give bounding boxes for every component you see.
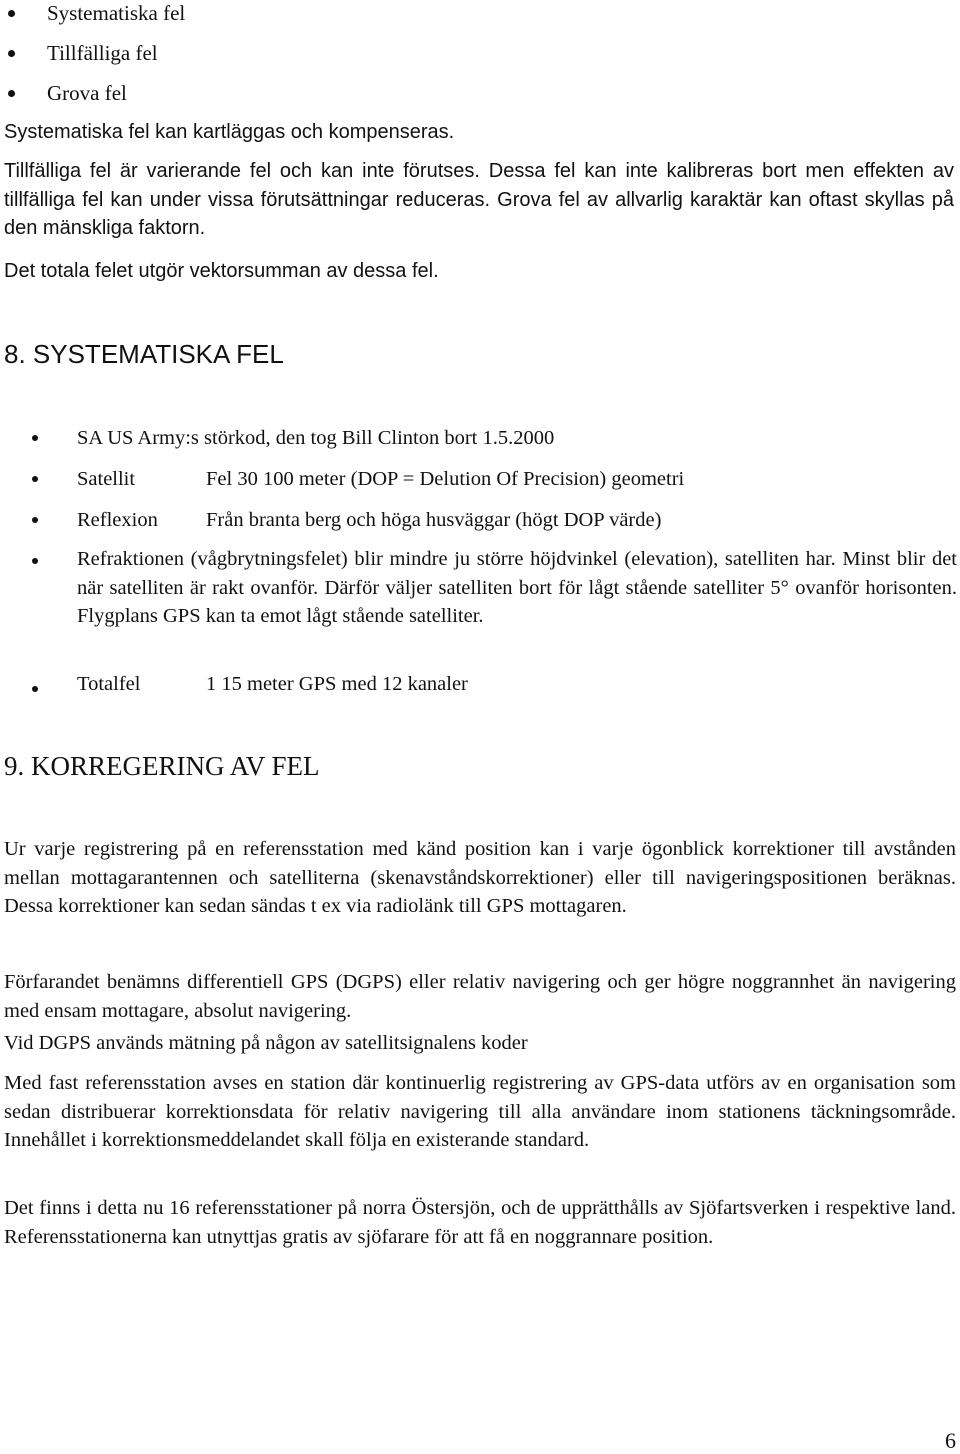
list-item-desc: 1 15 meter GPS med 12 kanaler <box>206 673 468 695</box>
bullet-icon <box>32 686 38 692</box>
bullet-icon <box>8 90 15 97</box>
intro-paragraph: Tillfälliga fel är varierande fel och kan inte förutses. Dessa fel kan inte kalibreras bort men effekten av tillfälliga fel kan under vissa förutsättningar reduceras. Grova fel av allvarlig karaktär kan oftast skyllas på den mänskliga faktorn. <box>4 160 954 239</box>
list-item-desc: Från branta berg och höga husväggar (högt DOP värde) <box>206 509 662 531</box>
section-heading: 9. KORREGERING AV FEL <box>4 751 320 781</box>
list-item: Refraktionen (vågbrytningsfelet) blir mindre ju större höjdvinkel (elevation), satelliten har. Minst blir det när satelliten är rakt ovanför. Därför väljer satelliten bort för lågt stående satelliter 5° ovanför horisonten. Flygplans GPS kan ta emot lågt stående satelliter. <box>77 548 957 627</box>
section-heading: 8. SYSTEMATISKA FEL <box>4 339 284 369</box>
list-item-desc: Fel 30 100 meter (DOP = Delution Of Precision) geometri <box>206 468 685 490</box>
body-paragraph: Ur varje registrering på en referensstation med känd position kan i varje ögonblick korrektioner till avstånden mellan mottagarantennen och satelliterna (skenavståndskorrektioner) eller till navigeringspositionen beräknas. Dessa korrektioner kan sedan sändas t ex via radiolänk till GPS mottagaren. <box>4 838 956 917</box>
body-paragraph: Förfarandet benämns differentiell GPS (DGPS) eller relativ navigering och ger högre noggrannhet än navigering med ensam mottagare, absolut navigering. <box>4 971 956 1022</box>
bullet-icon <box>32 476 38 482</box>
list-item-term: Totalfel <box>77 673 141 695</box>
list-item-term: Satellit <box>77 468 136 490</box>
intro-paragraph: Det totala felet utgör vektorsumman av dessa fel. <box>4 260 439 282</box>
bullet-icon <box>8 50 15 57</box>
body-paragraph: Med fast referensstation avses en station där kontinuerlig registrering av GPS-data utförs av en organisation som sedan distribuerar korrektionsdata för relativ navigering till alla användare inom stationens täckningsområde. Innehållet i korrektionsmeddelandet skall följa en existerande standard. <box>4 1072 956 1151</box>
bullet-icon <box>32 435 38 441</box>
list-item: SA US Army:s störkod, den tog Bill Clinton bort 1.5.2000 <box>77 427 555 449</box>
body-paragraph: Vid DGPS används mätning på någon av satellitsignalens koder <box>4 1032 528 1054</box>
list-item-term: Reflexion <box>77 509 158 531</box>
page-number: 6 <box>945 1428 956 1453</box>
bullet-icon <box>8 10 15 17</box>
bullet-icon <box>32 558 38 564</box>
intro-paragraph: Systematiska fel kan kartläggas och kompenseras. <box>4 121 455 143</box>
list-item: Systematiska fel <box>47 1 186 25</box>
list-item: Tillfälliga fel <box>47 41 158 65</box>
bullet-icon <box>32 517 38 523</box>
body-paragraph: Det finns i detta nu 16 referensstationer på norra Östersjön, och de upprätthålls av Sjöfartsverken i respektive land. Referensstationerna kan utnyttjas gratis av sjöfarare för att få en noggrannare position. <box>4 1197 956 1248</box>
list-item: Grova fel <box>47 81 127 105</box>
